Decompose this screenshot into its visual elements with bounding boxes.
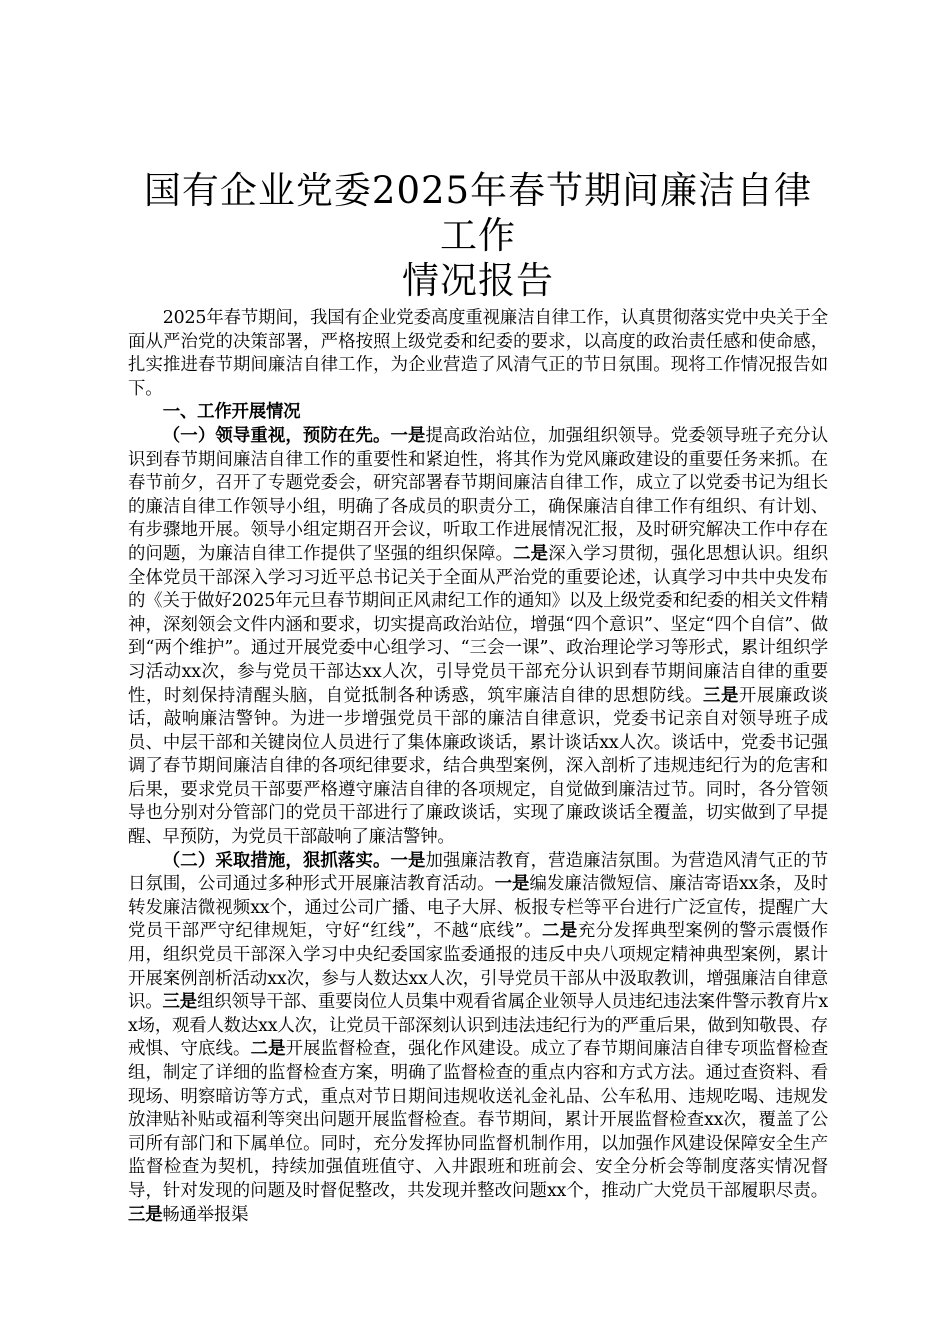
subsection-2-heading: （二）采取措施，狠抓落实。 (162, 850, 391, 871)
subsection-2-paragraph (128, 850, 828, 1228)
point-label: 一是 (390, 850, 426, 871)
point-text: 畅通举报渠 (162, 1204, 249, 1225)
document-title (128, 168, 828, 303)
point-text: 充分发挥典型案例的警示震慑作用，组织党员干部深入学习中央纪委国家监委通报的违反中央八项规定精神典型案例，累计开展案例剖析活动xx次，参与人数达xx人次，引导党员干部从中汲取教训，增强廉洁自律意识。 (128, 921, 828, 1013)
subsection-1-heading: （一）领导重视，预防在先。 (162, 425, 391, 446)
point-label: 三是 (162, 992, 198, 1013)
point-text: 开展监督检查，强化作风建设。成立了春节期间廉洁自律专项监督检查组，制定了详细的监督检查方案，明确了监督检查的重点内容和方式方法。通过查资料、看现场、明察暗访等方式，重点对节日期间违规收送礼金礼品、公车私用、违规吃喝、违规发放津贴补贴或福利等突出问题开展监督检查。春节期间，累计开展监督检查xx次，覆盖了公司所有部门和下属单位。同时，充分发挥协同监督机制作用，以加强作风建设保障安全生产监督检查为契机，持续加强值班值守、入井跟班和班前会、安全分析会等制度落实情况督导，针对发现的问题及时督促整改，共发现并整改问题xx个，推动广大党员干部履职尽责。 (128, 1039, 828, 1201)
point-text: 深入学习贯彻，强化思想认识。组织全体党员干部深入学习习近平总书记关于全面从严治党的重要论述，认真学习中共中央发布的《关于做好2025年元旦春节期间正风肃纪工作的通知》以及上级党委和纪委的相关文件精神，深刻领会文件内涵和要求，切实提高政治站位，增强“四个意识”、坚定“四个自信”、做到“两个维护”。通过开展党委中心组学习、“三会一课”、政治理论学习等形式，累计组织学习活动xx次，参与党员干部达xx人次，引导党员干部充分认识到春节期间廉洁自律的重要性，时刻保持清醒头脑，自觉抵制各种诱惑，筑牢廉洁自律的思想防线。 (128, 543, 828, 706)
section-heading: 一、工作开展情况 (162, 402, 301, 423)
point-text: 提高政治站位，加强组织领导。党委领导班子充分认识到春节期间廉洁自律工作的重要性和紧迫性，将其作为党风廉政建设的重要任务来抓。在春节前夕，召开了专题党委会，研究部署春节期间廉洁自律工作，成立了以党委书记为组长的廉洁自律工作领导小组，明确了各成员的职责分工，确保廉洁自律工作有组织、有计划、有步骤地开展。领导小组定期召开会议，听取工作进展情况汇报，及时研究解决工作中存在的问题，为廉洁自律工作提供了坚强的组织保障。 (128, 425, 829, 564)
point-label: 一是 (494, 874, 530, 895)
point-label: 二是 (250, 1039, 286, 1060)
subsection-1-paragraph (128, 425, 828, 850)
point-label: 二是 (542, 921, 578, 942)
point-label: 二是 (513, 543, 549, 564)
point-label: 三是 (128, 1204, 163, 1225)
intro-paragraph: 2025年春节期间，我国有企业党委高度重视廉洁自律工作，认真贯彻落实党中央关于全面从严治党的决策部署，严格按照上级党委和纪委的要求，以高度的政治责任感和使命感，扎实推进春节期间廉洁自律工作，为企业营造了风清气正的节日氛围。现将工作情况报告如下。 (128, 308, 828, 399)
point-text: 组织领导干部、重要岗位人员集中观看省属企业领导人员违纪违法案件警示教育片xx场，观看人数达xx人次，让党员干部深刻认识到违法违纪行为的严重后果，做到知敬畏、存戒惧、守底线。 (128, 992, 828, 1060)
point-label: 一是 (390, 425, 426, 446)
title-line-2: 情况报告 (402, 259, 554, 302)
point-label: 三是 (702, 685, 739, 706)
document-page (128, 168, 828, 1227)
point-text: 加强廉洁教育，营造廉洁氛围。为营造风清气正的节日氛围，公司通过多种形式开展廉洁教育活动。 (128, 850, 829, 895)
point-text: 开展廉政谈话，敲响廉洁警钟。为进一步增强党员干部的廉洁自律意识，党委书记亲自对领导班子成员、中层干部和关键岗位人员进行了集体廉政谈话，累计谈话xx人次。谈话中，党委书记强调了春节期间廉洁自律的各项纪律要求，结合典型案例，深入剖析了违规违纪行为的危害和后果，要求党员干部要严格遵守廉洁自律的各项规定，自觉做到廉洁过节。同时，各分管领导也分别对分管部门的党员干部进行了廉政谈话，实现了廉政谈话全覆盖，切实做到了早提醒、早预防，为党员干部敲响了廉洁警钟。 (128, 685, 828, 848)
point-text: 编发廉洁微短信、廉洁寄语xx条，及时转发廉洁微视频xx个，通过公司广播、电子大屏、板报专栏等平台进行广泛宣传，提醒广大党员干部严守纪律规矩，守好“红线”，不越“底线”。 (128, 874, 828, 942)
title-line-1: 国有企业党委2025年春节期间廉洁自律工作 (143, 169, 813, 257)
